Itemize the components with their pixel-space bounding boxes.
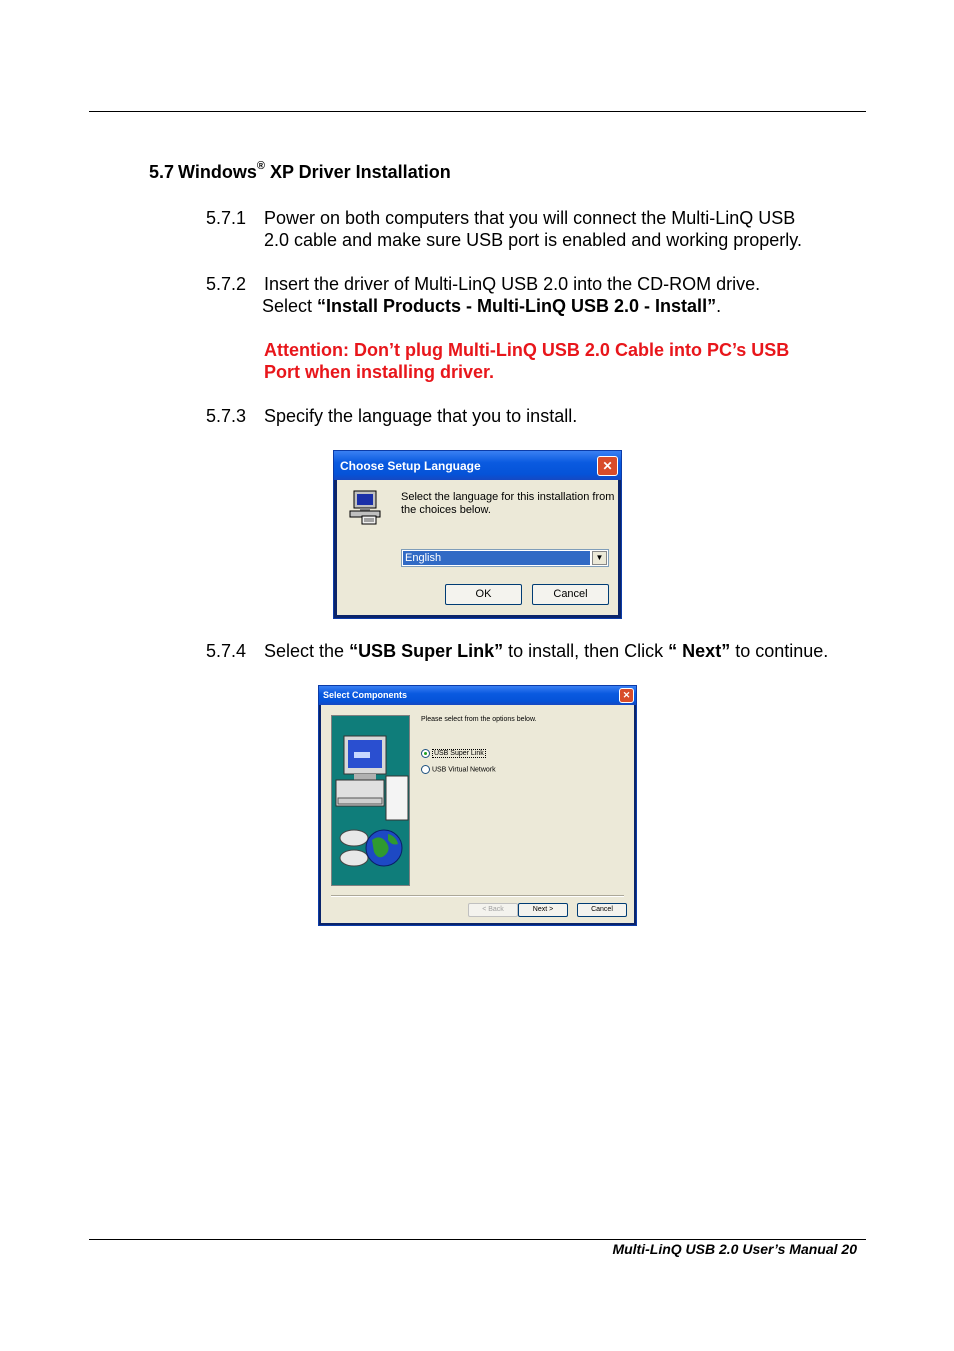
cancel-button[interactable]: Cancel [577, 903, 627, 917]
dialog-message [401, 491, 614, 517]
install-path: “Install Products - Multi-LinQ USB 2.0 - Install” [317, 296, 717, 316]
period: . [716, 296, 722, 316]
dialog-titlebar [319, 686, 636, 705]
radio-selected-icon[interactable] [421, 749, 430, 758]
cancel-button[interactable]: Cancel [532, 584, 609, 605]
close-button[interactable] [619, 688, 634, 703]
radio-unselected-icon[interactable] [421, 765, 430, 774]
step-text-post: to continue. [730, 641, 829, 661]
message-line-1: Select the language for this installation from [401, 491, 615, 503]
component-option-usb-virtual-network[interactable] [421, 765, 496, 774]
step-number: 5.7.1 [206, 208, 247, 228]
step-5-7-3 [206, 405, 577, 427]
footer-rule [89, 1239, 866, 1240]
step-text: Specify the language that you to install. [264, 406, 578, 426]
step-number: 5.7.3 [206, 406, 247, 426]
header-rule [89, 111, 866, 112]
footer-divider [331, 895, 624, 897]
section-title-windows: Windows [178, 162, 257, 182]
step-text: Power on both computers that you will connect the Multi-LinQ USB [264, 208, 796, 228]
step-text-pre: Select the [264, 641, 350, 661]
language-select-value: English [403, 551, 590, 565]
step-text: Insert the driver of Multi-LinQ USB 2.0 into the CD-ROM drive. [264, 274, 761, 294]
select-prefix: Select [262, 296, 318, 316]
close-button[interactable] [597, 456, 618, 476]
chevron-down-icon[interactable]: ▼ [592, 551, 607, 565]
step-5-7-2 [206, 273, 760, 317]
step-number: 5.7.4 [206, 641, 247, 661]
next-button[interactable]: Next > [518, 903, 568, 917]
option-label: USB Virtual Network [431, 766, 496, 774]
close-icon: ✕ [602, 459, 613, 473]
dialog-body [337, 480, 618, 615]
setup-computer-icon [348, 489, 382, 525]
setup-illustration-panel [331, 715, 410, 886]
section-title-rest: XP Driver Installation [264, 162, 451, 182]
ok-button[interactable]: OK [445, 584, 522, 605]
registered-mark: ® [256, 160, 265, 172]
attention-note [264, 339, 789, 383]
step-5-7-1 [206, 207, 802, 251]
computer-globe-icon [332, 716, 409, 885]
language-select[interactable] [401, 549, 609, 567]
option-label: USB Super Link [433, 750, 484, 758]
usb-super-link-ref: “USB Super Link” [349, 641, 504, 661]
step-text-cont: 2.0 cable and make sure USB port is enabled and working properly. [264, 230, 802, 250]
next-ref: “ Next” [668, 641, 731, 661]
section-number: 5.7 [149, 162, 175, 182]
step-5-7-4 [206, 640, 828, 662]
step-text-mid: to install, then Click [503, 641, 669, 661]
section-heading [149, 162, 451, 183]
components-prompt: Please select from the options below. [421, 716, 537, 723]
close-icon: ✕ [622, 690, 631, 700]
back-button[interactable]: < Back [468, 903, 518, 917]
choose-setup-language-dialog [333, 450, 622, 619]
select-components-dialog [318, 685, 637, 926]
page-footer: Multi-LinQ USB 2.0 User’s Manual 20 [612, 1241, 857, 1257]
message-line-2: the choices below. [401, 504, 491, 516]
step-number: 5.7.2 [206, 274, 247, 294]
dialog-body [321, 705, 634, 923]
dialog-title: Select Components [323, 690, 408, 700]
dialog-titlebar [334, 451, 621, 480]
attention-line-1: Attention: Don’t plug Multi-LinQ USB 2.0 Cable into PC’s USB [264, 340, 790, 360]
attention-line-2: Port when installing driver. [264, 362, 495, 382]
dialog-title: Choose Setup Language [340, 459, 481, 473]
component-option-usb-super-link[interactable] [421, 749, 486, 758]
